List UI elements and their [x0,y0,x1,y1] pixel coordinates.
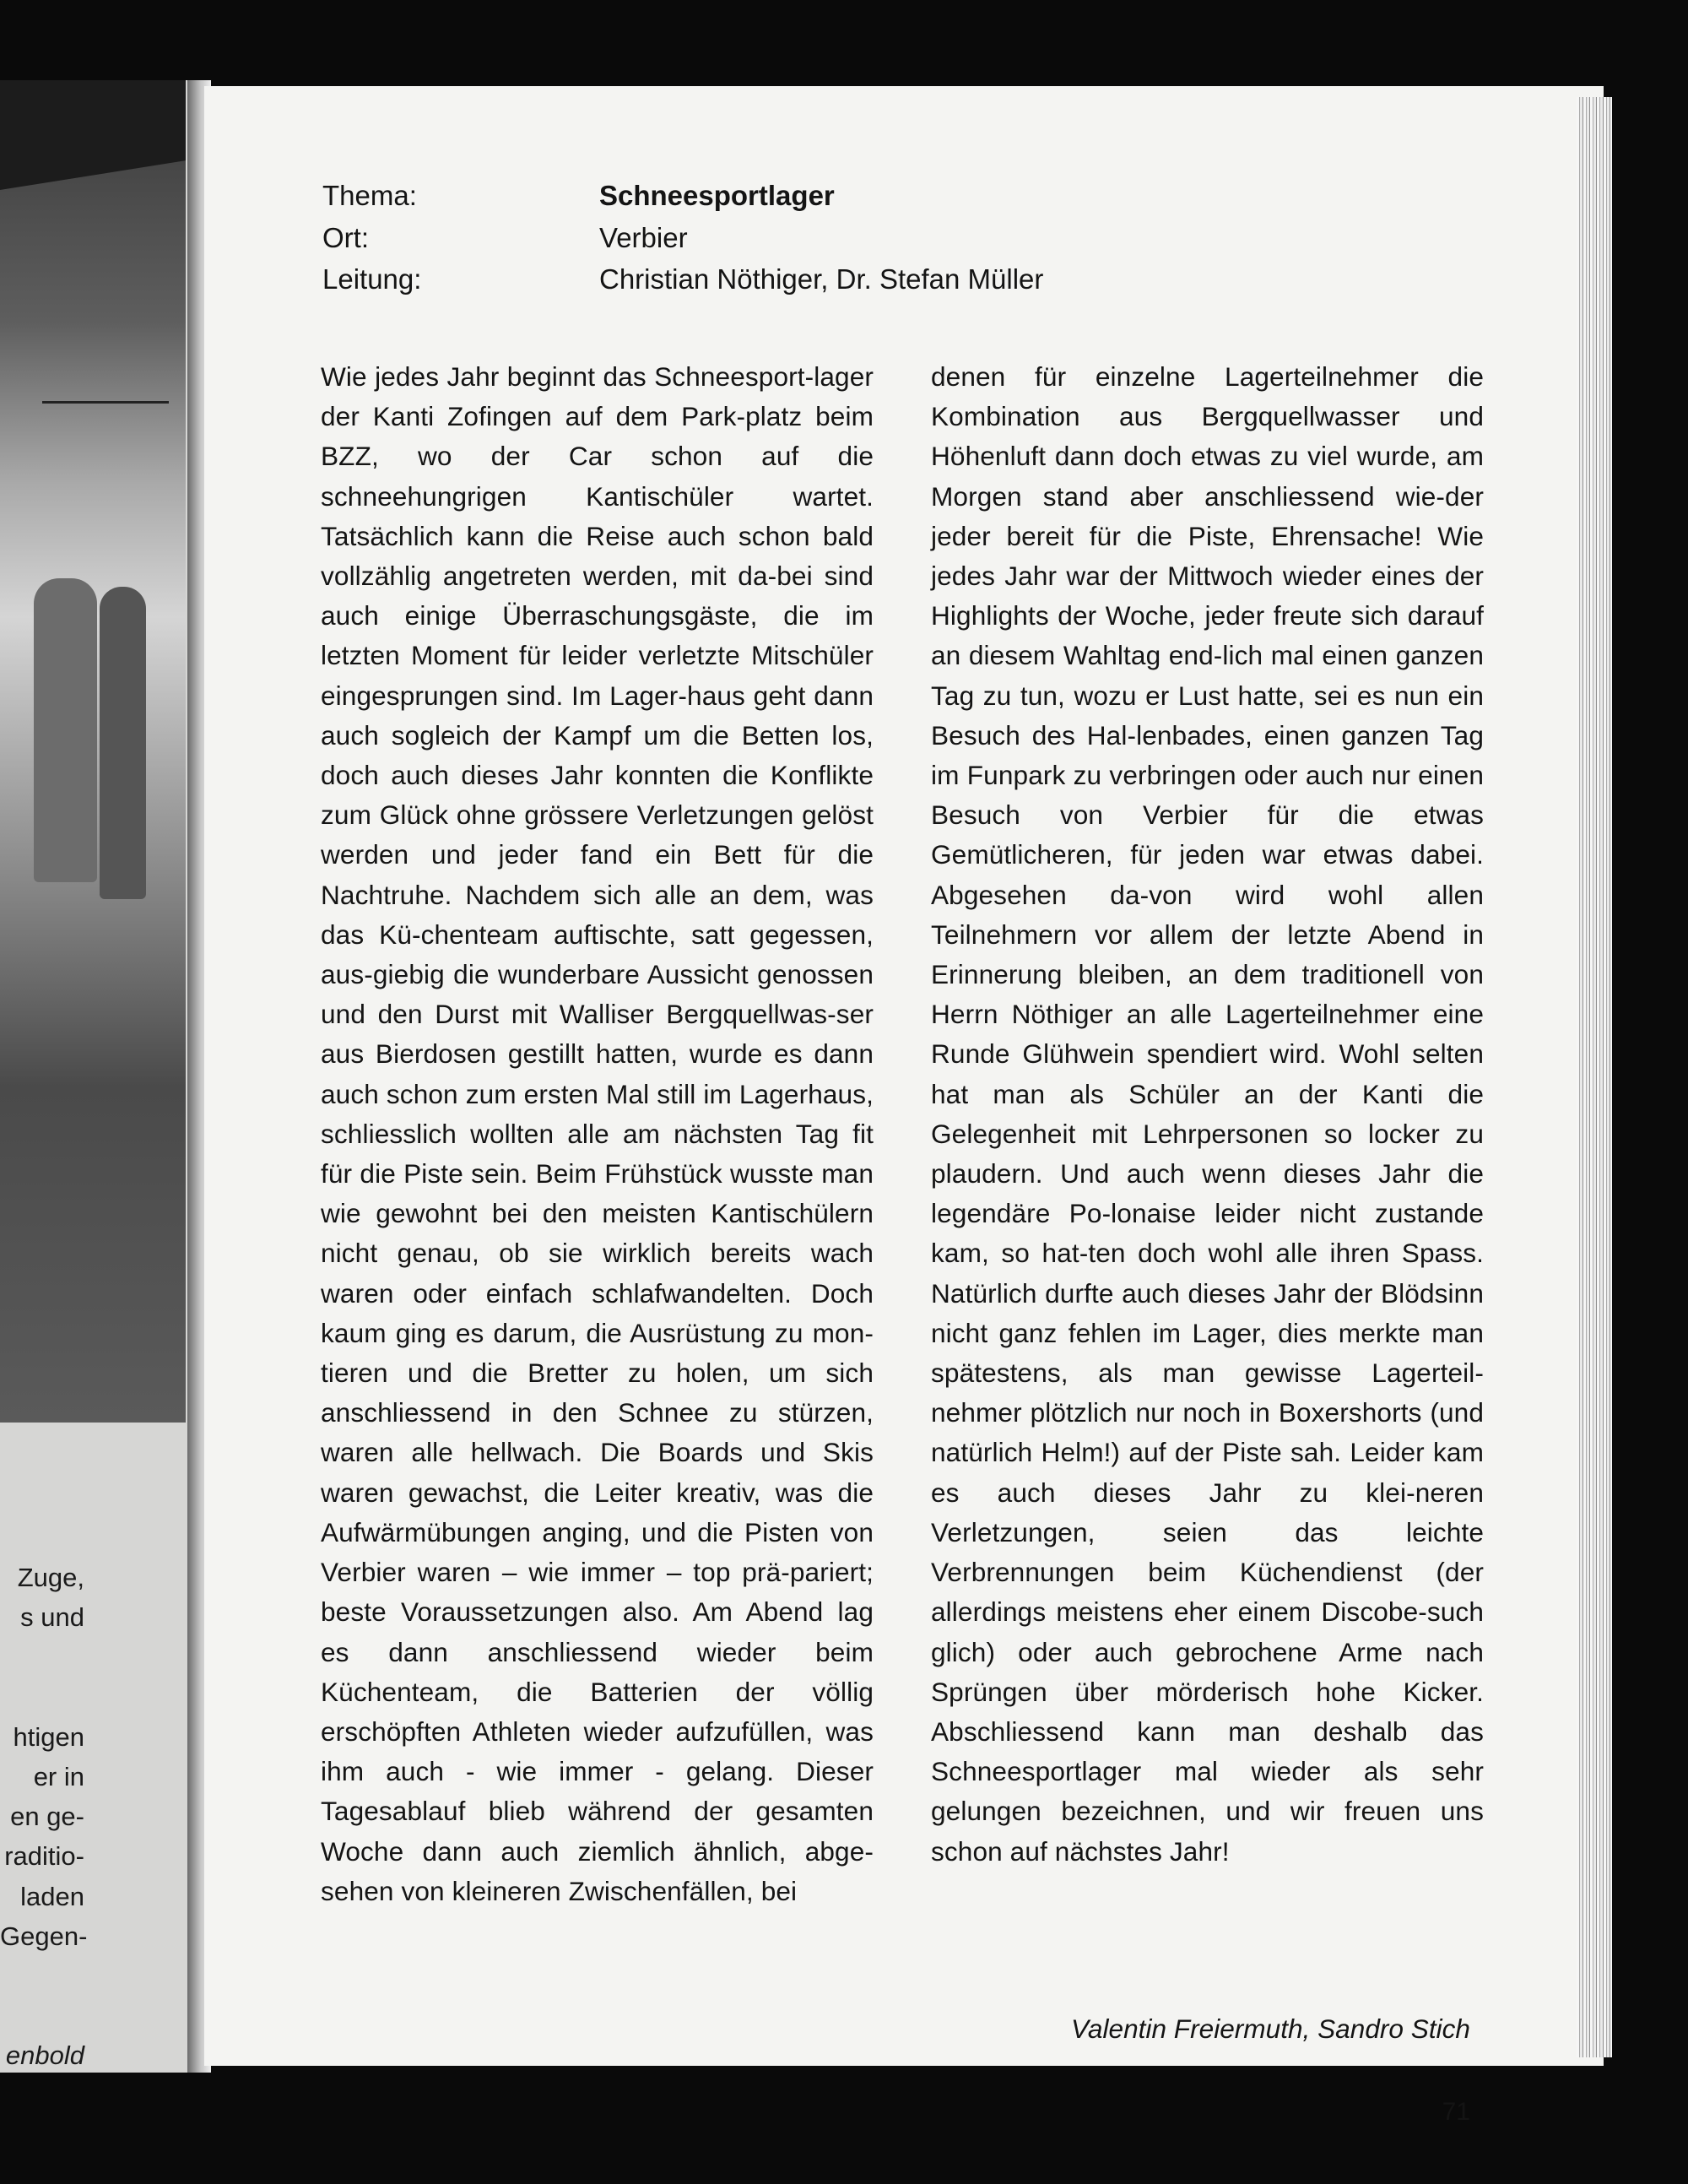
location-label: Ort: [322,221,369,253]
left-fragment-signature: enbold [5,2040,84,2071]
theme-value: Schneesportlager [599,180,835,211]
photo-person-2 [100,587,146,899]
author-signature: Valentin Freiermuth, Sandro Stich [1071,2013,1470,2044]
left-fragment-line: en ge- [10,1802,84,1832]
lead-label: Leitung: [322,263,422,295]
left-fragment-line: htigen [13,1721,84,1752]
left-fragment-line: er in [33,1762,84,1792]
left-page-text-fragments [0,1558,88,2073]
page-edges [1577,97,1612,2057]
page-number: 71 [1442,2098,1470,2126]
left-fragment-line [0,1956,84,1996]
photo-ceiling-beam [0,80,186,190]
left-fragment-line [0,1637,84,1677]
photo-lamp [42,401,169,437]
left-fragment-line: Zuge, [17,1563,84,1592]
article-column-right: denen für einzelne Lagerteilnehmer die Kombination aus Bergquellwasser und Höhenluft dann doch etwas zu viel wurde, am Morgen stand aber anschliessend wie-der jeder bereit für die Piste, Ehrensache! Wie jedes Jahr war der Mittwoch wieder eines der Highlights der Woche, jeder freute sich darauf an diesem Wahltag end-lich mal einen ganzen Tag zu tun, wozu er Lust hatte, sei es nun ein Besuch des Hal-lenbades, einen ganzen Tag im Funpark zu verbringen oder auch nur einen Besuch von Verbier für die etwas Gemütlicheren, für jeden war etwas dabei. Abgesehen da-von wird wohl allen Teilnehmern vor allem der letzte Abend in Erinnerung bleiben, an dem traditionell von Herrn Nöthiger an alle Lagerteilnehmer eine Runde Glühwein spendiert wird. Wohl selten hat man als Schüler an der Kanti die Gelegenheit mit Lehrpersonen so locker zu plaudern. Und auch wenn dieses Jahr die legendäre Po-lonaise leider nicht zustande kam, so hat-ten doch wohl alle ihren Spass. Natürlich durfte auch dieses Jahr der Blödsinn nicht ganz fehlen im Lager, dies merkte man spätestens, als man gewisse Lagerteil-nehmer plötzlich nur noch in Boxershorts (und natürlich Helm!) auf der Piste sah. Leider kam es auch dieses Jahr zu klei-neren Verletzungen, seien das leichte Verbrennungen beim Küchendienst (der allerdings meistens eher einem Discobe-such glich) oder auch gebrochene Arme nach Sprüngen über mörderisch hohe Kicker. Abschliessend kann man deshalb das Schneesportlager mal wieder als sehr gelungen bezeichnen, und wir freuen uns schon auf nächstes Jahr! [931,361,1484,1867]
location-value: Verbier [599,221,688,253]
left-fragment-line [0,1996,84,2035]
left-page [0,80,201,2073]
article-column-left: Wie jedes Jahr beginnt das Schneesport-lager der Kanti Zofingen auf dem Park-platz beim BZZ, wo der Car schon auf die schneehungrigen Kantischüler wartet. Tatsächlich kann die Reise auch schon bald vollzählig angetreten werden, mit da-bei sind auch einige Überraschungsgäste, die im letzten Moment für leider verletzte Mitschüler eingesprungen sind. Im Lager-haus geht dann auch sogleich der Kampf um die Betten los, doch auch dieses Jahr konnten die Konflikte zum Glück ohne grössere Verletzungen gelöst werden und jeder fand ein Bett für die Nachtruhe. Nachdem sich alle an dem, was das Kü-chenteam auftischte, satt gegessen, aus-giebig die wunderbare Aussicht genossen und den Durst mit Walliser Bergquellwas-ser aus Bierdosen gestillt hatten, wurde es dann auch schon zum ersten Mal still im Lagerhaus, schliesslich wollten alle am nächsten Tag fit für die Piste sein. Beim Frühstück wusste man wie gewohnt bei den meisten Kantischülern nicht genau, ob sie wirklich bereits wach waren oder einfach schlafwandelten. Doch kaum ging es darum, die Ausrüstung zu mon-tieren und die Bretter zu holen, um sich anschliessend in den Schnee zu stürzen, waren alle hellwach. Die Boards und Skis waren gewachst, die Leiter kreativ, was die Aufwärmübungen anging, und die Pisten von Verbier waren – wie immer – top prä-pariert; beste Voraussetzungen also. Am Abend lag es dann anschliessend wieder beim Küchenteam, die Batterien der völlig erschöpften Athleten wieder aufzufüllen, was ihm auch - wie immer - gelang. Dieser Tagesablauf blieb während der gesamten Woche dann auch ziemlich ähnlich, abge-sehen von kleineren Zwischenfällen, bei [321,361,874,1906]
left-fragment-line: s und [20,1602,84,1633]
article-photo [0,80,186,1423]
meta-row-theme [322,175,1043,217]
left-fragment-line: raditio- [4,1841,84,1872]
left-fragment-line: Gegen- [0,1921,88,1951]
lead-value: Christian Nöthiger, Dr. Stefan Müller [599,263,1044,295]
left-fragment-line [0,1677,84,1717]
theme-label: Thema: [322,180,417,211]
photo-person-1 [34,578,97,882]
meta-row-lead [322,258,1043,301]
meta-row-location [322,217,1043,259]
left-fragment-line: laden [20,1881,84,1911]
article-meta [322,175,1043,301]
